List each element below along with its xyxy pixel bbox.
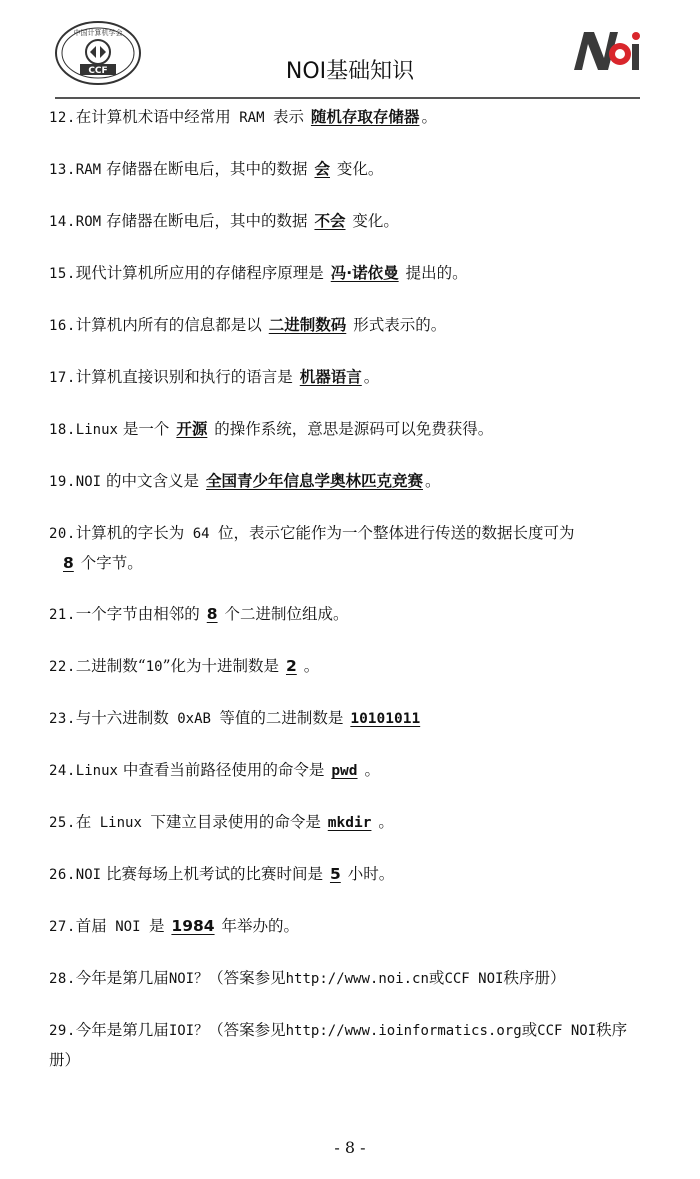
answer-26: 5 [329, 865, 341, 883]
svg-text:中国计算机学会: 中国计算机学会 [73, 29, 123, 37]
question-27: 27.首届 NOI 是 1984 年举办的。 [49, 917, 300, 935]
question-13: 13.RAM 存储器在断电后，其中的数据 会 变化。 [49, 160, 384, 178]
question-26: 26.NOI 比赛每场上机考试的比赛时间是 5 小时。 [49, 865, 395, 883]
question-12: 12.在计算机术语中经常用 RAM 表示 随机存取存储器 。 [49, 108, 437, 126]
answer-27: 1984 [171, 917, 215, 935]
question-22: 22.二进制数“10”化为十进制数是 2 。 [49, 657, 320, 675]
svg-text:CCF: CCF [88, 66, 108, 76]
question-23: 23.与十六进制数 0xAB 等值的二进制数是 10101011 [49, 709, 421, 727]
page-number: - 8 - [334, 1138, 366, 1157]
answer-25: mkdir [327, 815, 372, 831]
answer-15: 冯·诺依曼 [330, 264, 399, 282]
question-19: 19.NOI 的中文含义是 全国青少年信息学奥林匹克竞赛 。 [49, 472, 441, 490]
question-25: 25.在 Linux 下建立目录使用的命令是 mkdir 。 [49, 813, 394, 831]
answer-19: 全国青少年信息学奥林匹克竞赛 [205, 472, 423, 490]
question-list [49, 101, 649, 1075]
header-divider [55, 97, 640, 99]
question-14: 14.ROM 存储器在断电后，其中的数据 不会 变化。 [49, 212, 399, 230]
answer-18: 开源 [176, 420, 208, 438]
link-ioinformatics: http://www.ioinformatics.org [285, 1023, 522, 1039]
noi-logo [570, 28, 644, 74]
page-header [0, 0, 700, 104]
question-20: 20.计算机的字长为 64 位，表示它能作为一个整体进行传送的数据长度可为 8 个字节。 [49, 524, 575, 572]
answer-21: 8 [206, 605, 218, 623]
question-29: 29.今年是第几届IOI？（答案参见http://www.ioinformatics.org或CCF NOI秩序册） [49, 1021, 628, 1069]
answer-12: 随机存取存储器 [310, 108, 420, 126]
question-21: 21.一个字节由相邻的 8 个二进制位组成。 [49, 605, 349, 623]
page-title: NOI基础知识 [285, 59, 415, 84]
answer-22: 2 [285, 657, 297, 675]
question-15: 15.现代计算机所应用的存储程序原理是 冯·诺依曼 提出的。 [49, 264, 468, 282]
answer-13: 会 [314, 160, 330, 178]
link-noi-cn: http://www.noi.cn [285, 971, 429, 987]
question-18: 18.Linux 是一个 开源 的操作系统，意思是源码可以免费获得。 [49, 420, 494, 438]
answer-23: 10101011 [350, 711, 421, 727]
question-28: 28.今年是第几届NOI？（答案参见http://www.noi.cn或CCF NOI秩序册） [49, 969, 566, 987]
answer-16: 二进制数码 [268, 316, 347, 334]
question-24: 24.Linux 中查看当前路径使用的命令是 pwd 。 [49, 761, 380, 779]
question-17: 17.计算机直接识别和执行的语言是 机器语言 。 [49, 368, 380, 386]
answer-17: 机器语言 [299, 368, 362, 386]
question-16: 16.计算机内所有的信息都是以 二进制数码 形式表示的。 [49, 316, 447, 334]
answer-14: 不会 [314, 212, 346, 230]
answer-24: pwd [331, 763, 358, 779]
answer-20: 8 [63, 554, 74, 572]
